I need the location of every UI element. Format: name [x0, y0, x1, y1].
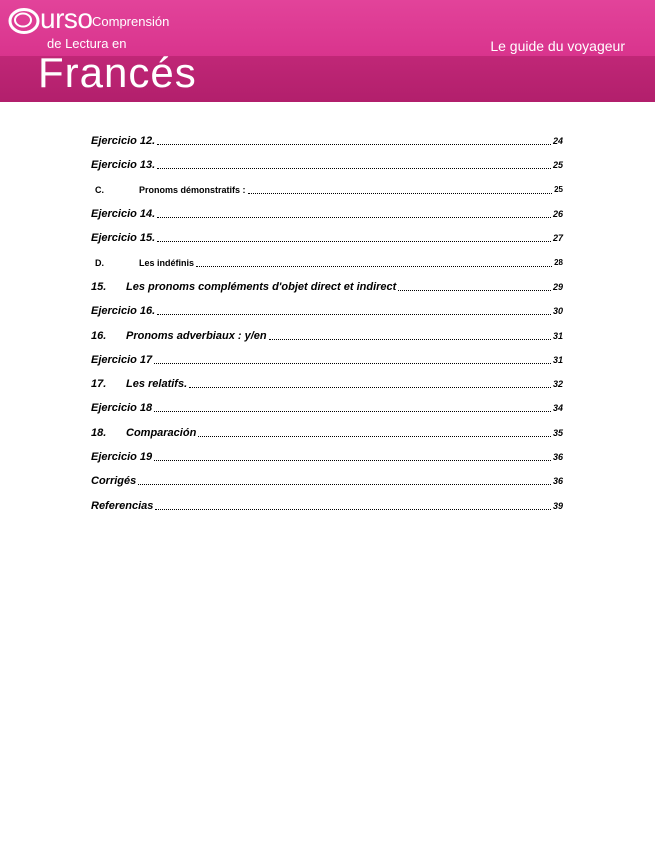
- toc-leader-dots: [269, 328, 551, 340]
- toc-entry-page: 36: [552, 452, 563, 462]
- toc-entry-number: 15.: [91, 280, 107, 293]
- toc-entry-label: Ejercicio 15.: [91, 232, 156, 245]
- toc-leader-dots: [196, 255, 552, 267]
- toc-entry-page: 24: [552, 136, 563, 147]
- toc-entry-number: D.: [95, 257, 104, 268]
- toc-entry-label: Comparación: [126, 426, 197, 439]
- toc-entry-page: 34: [552, 403, 563, 414]
- toc-leader-dots: [398, 279, 551, 291]
- toc-entry-page: 31: [552, 330, 563, 341]
- toc-leader-dots: [154, 400, 551, 412]
- toc-entry[interactable]: [91, 372, 563, 396]
- toc-leader-dots: [189, 376, 551, 388]
- toc-entry[interactable]: [91, 348, 563, 372]
- toc-leader-dots: [198, 425, 551, 437]
- toc-entry-page: 25: [552, 160, 563, 171]
- toc-leader-dots: [154, 352, 551, 364]
- toc-entry-page: 28: [554, 258, 563, 268]
- toc-entry[interactable]: [91, 226, 563, 250]
- logo-title: Francés: [38, 49, 197, 96]
- toc-entry[interactable]: [91, 396, 563, 420]
- toc-leader-dots: [138, 473, 551, 485]
- toc-entry[interactable]: [91, 202, 563, 226]
- toc-leader-dots: [157, 133, 551, 145]
- toc-entry-label: Ejercicio 14.: [91, 208, 156, 221]
- toc-entry-label: Les pronoms compléments d'objet direct et indirect: [126, 280, 397, 293]
- toc-entry-label: Ejercicio 16.: [91, 305, 156, 318]
- toc-entry-label: Pronoms démonstratifs :: [139, 184, 246, 195]
- toc-entry-label: Ejercicio 13.: [91, 159, 156, 172]
- logo-line2: de Lectura en: [47, 36, 127, 51]
- toc-entry-label: Pronoms adverbiaux : y/en: [126, 329, 267, 342]
- toc-leader-dots: [157, 303, 551, 315]
- toc-entry[interactable]: [91, 421, 563, 445]
- toc-entry-page: 31: [552, 354, 563, 365]
- toc-entry-label: Ejercicio 18: [91, 402, 153, 415]
- toc-entry-label: Ejercicio 12.: [91, 135, 156, 148]
- toc-entry-label: Ejercicio 17: [91, 353, 153, 366]
- toc-entry[interactable]: [91, 129, 563, 153]
- logo-ring-icon: [7, 6, 41, 36]
- toc-entry[interactable]: [91, 178, 563, 202]
- toc-entry-page: 26: [552, 209, 563, 220]
- toc-entry-label: Les indéfinis: [139, 257, 195, 268]
- toc-entry-number: 18.: [91, 426, 107, 439]
- toc-entry-page: 36: [552, 476, 563, 487]
- toc-entry[interactable]: [91, 323, 563, 347]
- toc-entry[interactable]: [91, 275, 563, 299]
- toc-leader-dots: [154, 449, 551, 461]
- toc-entry-page: 32: [552, 379, 563, 390]
- toc-leader-dots: [248, 182, 553, 194]
- toc-entry[interactable]: [91, 153, 563, 177]
- page-header: [0, 0, 655, 102]
- toc-entry-number: C.: [95, 184, 104, 195]
- toc-entry-page: 25: [554, 185, 563, 195]
- toc-entry-label: Corrigés: [91, 475, 137, 488]
- toc-entry-page: 29: [552, 281, 563, 292]
- toc-entry-page: 30: [552, 306, 563, 317]
- toc-leader-dots: [157, 206, 551, 218]
- table-of-contents: [91, 129, 563, 518]
- toc-entry[interactable]: [91, 445, 563, 469]
- toc-entry-number: 17.: [91, 378, 107, 391]
- toc-entry-page: 27: [552, 233, 563, 244]
- toc-leader-dots: [155, 498, 551, 510]
- toc-entry[interactable]: [91, 250, 563, 274]
- toc-entry-number: 16.: [91, 329, 107, 342]
- toc-entry-page: 39: [552, 500, 563, 511]
- toc-entry-label: Ejercicio 19: [91, 451, 153, 463]
- toc-entry[interactable]: [91, 469, 563, 493]
- toc-leader-dots: [157, 157, 551, 169]
- logo-line1: Comprensión: [92, 14, 170, 29]
- toc-leader-dots: [157, 230, 551, 242]
- logo-brand: urso: [40, 3, 93, 34]
- toc-entry-page: 35: [552, 427, 563, 438]
- header-subtitle: Le guide du voyageur: [490, 38, 625, 54]
- toc-entry-label: Les relatifs.: [126, 378, 188, 391]
- toc-entry-label: Referencias: [91, 499, 154, 512]
- toc-entry[interactable]: [91, 299, 563, 323]
- toc-entry[interactable]: [91, 493, 563, 517]
